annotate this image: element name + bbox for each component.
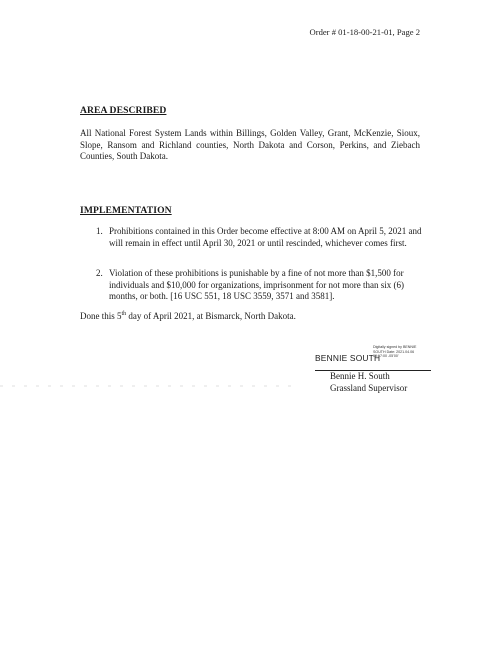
digital-signature-details: Digitally signed by BENNIE SOUTH Date: 2021.04.06 09:17:00 -05'00': [373, 345, 417, 359]
digital-signature-name: BENNIE SOUTH: [315, 353, 381, 363]
list-text: Prohibitions contained in this Order become effective at 8:00 AM on April 5, 2021 and will remain in effect until April 30, 2021 or until rescinded, whichever comes first.: [109, 226, 422, 248]
implementation-item-1: [96, 226, 422, 249]
list-number: 1.: [96, 226, 103, 236]
implementation-heading: IMPLEMENTATION: [80, 205, 172, 216]
list-number: 2.: [96, 268, 103, 278]
area-described-text: All National Forest System Lands within Billings, Golden Valley, Grant, McKenzie, Sioux, Slope, Ransom and Richland counties, North Dakota and Corson, Perkins, and Ziebach Counties, South Dakota.: [80, 128, 420, 162]
done-statement: [80, 311, 296, 321]
signer-name: Bennie H. South: [330, 371, 390, 381]
ordinal-suffix: th: [121, 311, 127, 317]
list-text: Violation of these prohibitions is punishable by a fine of not more than $1,500 for individuals and $10,000 for organizations, imprisonment for not more than six (6) months, or both. [16 USC 551, 18 USC 3559, 3571 and 3581].: [109, 268, 405, 302]
done-rest: day of April 2021, at Bismarck, North Dakota.: [126, 311, 296, 321]
done-prefix: Done this 5: [80, 311, 122, 321]
signer-title: Grassland Supervisor: [330, 383, 408, 393]
scan-artifact: [0, 375, 300, 379]
order-page-reference: Order # 01-18-00-21-01, Page 2: [309, 27, 420, 37]
implementation-item-2: [96, 268, 422, 303]
area-described-heading: AREA DESCRIBED: [80, 105, 167, 116]
